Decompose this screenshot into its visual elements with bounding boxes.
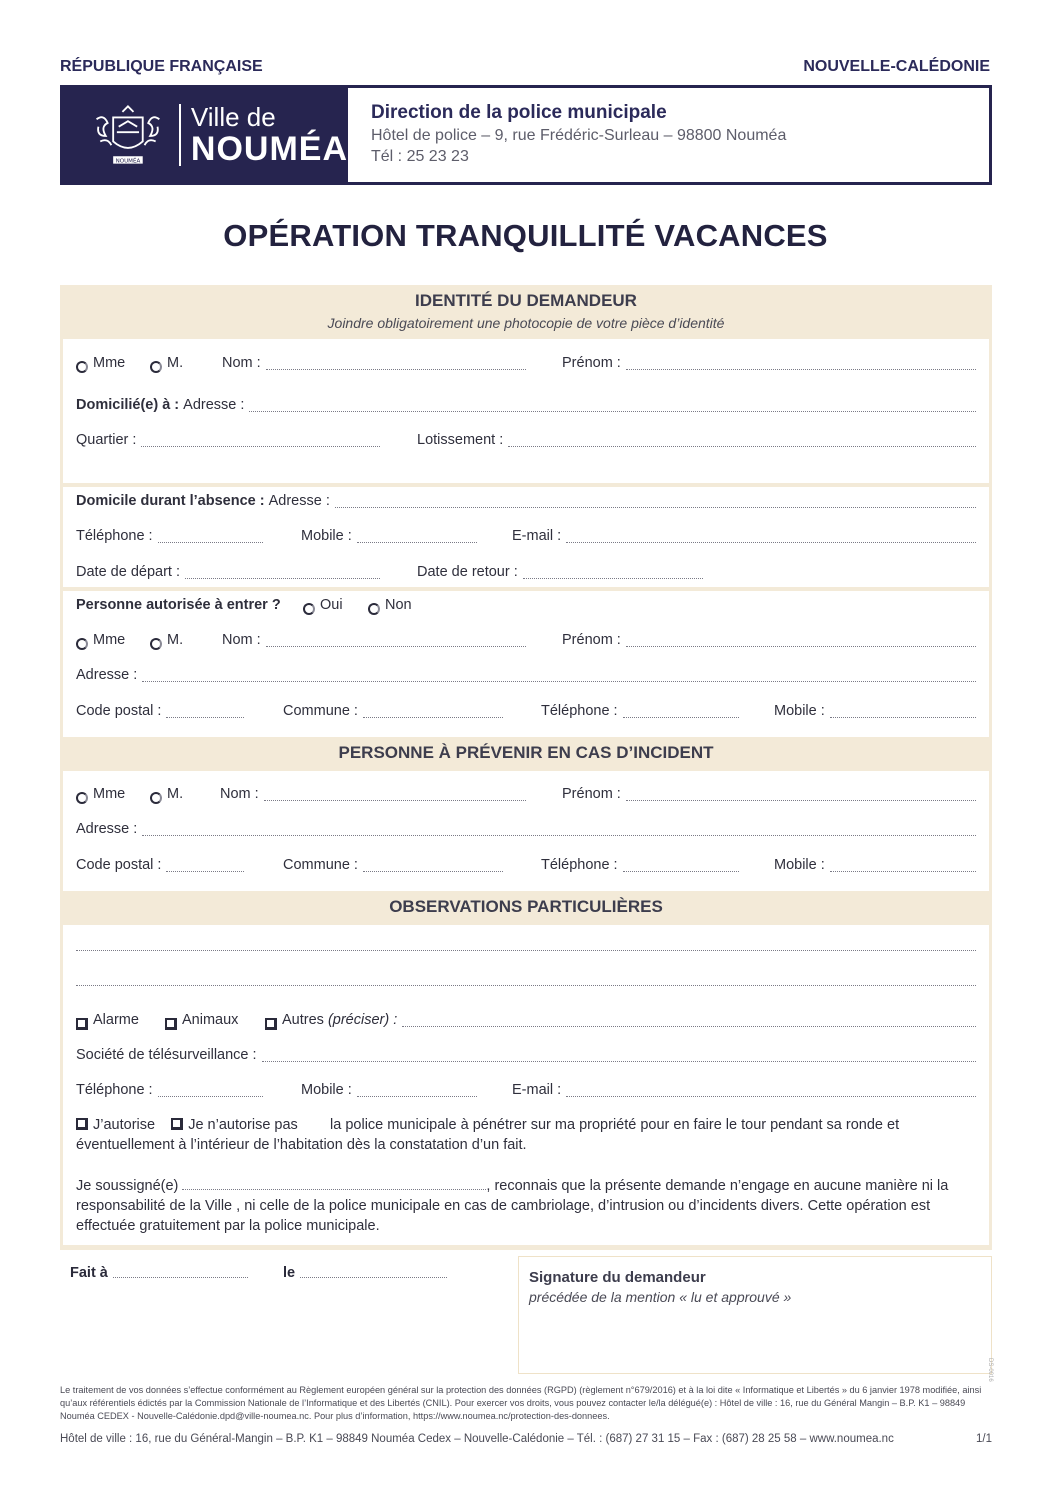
- autres-option[interactable]: [265, 1010, 976, 1030]
- societe-row: [76, 1045, 976, 1065]
- dotted-line[interactable]: [141, 433, 380, 447]
- email-label: E-mail :: [512, 1082, 562, 1098]
- autres-label: Autres: [282, 1012, 324, 1028]
- observations-email-field[interactable]: [512, 1080, 976, 1100]
- equipment-row: [76, 1010, 976, 1030]
- quartier-field[interactable]: [76, 430, 380, 450]
- observations-line-1: [76, 937, 976, 957]
- dotted-line[interactable]: [335, 494, 976, 508]
- oui-label: Oui: [320, 597, 343, 613]
- dotted-line[interactable]: [830, 704, 976, 718]
- emblem-label: NOUMÉA: [115, 158, 141, 165]
- dotted-line[interactable]: [623, 704, 739, 718]
- dotted-line[interactable]: [185, 565, 380, 579]
- identite-heading: IDENTITÉ DU DEMANDEUR: [415, 291, 637, 310]
- adresse-label: Adresse :: [268, 493, 330, 509]
- logo-line-2: NOUMÉA: [190, 130, 348, 168]
- telephone-label: Téléphone :: [76, 528, 153, 544]
- dotted-line[interactable]: [262, 1048, 976, 1062]
- dotted-line[interactable]: [363, 704, 503, 718]
- adresse-label: Adresse :: [76, 667, 138, 683]
- date-retour-label: Date de retour :: [417, 564, 518, 580]
- nom-label: Nom :: [220, 786, 259, 802]
- direction-info: [348, 88, 786, 182]
- mme-label: Mme: [93, 355, 126, 371]
- autorisee-question-label: Personne autorisée à entrer ?: [76, 597, 281, 613]
- prevenir-panel: [63, 771, 989, 891]
- dotted-line[interactable]: [166, 704, 244, 718]
- dotted-line[interactable]: [158, 529, 263, 543]
- le-label: le: [283, 1265, 296, 1281]
- observations-panel: [63, 925, 989, 1245]
- identite-adresse-row: [76, 395, 976, 415]
- dotted-line[interactable]: [264, 787, 526, 801]
- prevenir-nom-field[interactable]: [220, 784, 526, 804]
- domicile-absence-label: Domicile durant l’absence :: [76, 493, 265, 509]
- alarme-label: Alarme: [93, 1012, 139, 1028]
- autorisee-prenom-field[interactable]: [562, 630, 976, 650]
- soussigne-label: Je soussigné(e): [76, 1178, 179, 1194]
- autorisee-telephone-field[interactable]: [541, 701, 739, 721]
- date-retour-field[interactable]: [417, 562, 703, 582]
- autorisee-mobile-field[interactable]: [774, 701, 976, 721]
- jenautorise-option[interactable]: [171, 1117, 298, 1133]
- soussigne-dotted-line[interactable]: [182, 1178, 486, 1190]
- checkbox-icon[interactable]: [76, 1018, 88, 1030]
- dotted-line[interactable]: [142, 822, 976, 836]
- dotted-line[interactable]: [830, 858, 976, 872]
- dotted-line[interactable]: [113, 1264, 248, 1278]
- identite-quartier-row: [76, 430, 976, 450]
- identite-prenom-field[interactable]: [562, 353, 976, 373]
- form-frame: [60, 285, 992, 1250]
- identite-adresse-field[interactable]: [76, 395, 976, 415]
- prenom-label: Prénom :: [562, 355, 621, 371]
- region-label: NOUVELLE-CALÉDONIE: [803, 58, 990, 75]
- adresse-label: Adresse :: [183, 397, 245, 413]
- checkbox-icon[interactable]: [171, 1118, 183, 1130]
- autorisee-name-row: [76, 630, 976, 650]
- commune-label: Commune :: [283, 703, 358, 719]
- radio-icon[interactable]: [150, 792, 162, 804]
- observations-line-2: [76, 972, 976, 992]
- radio-icon[interactable]: [150, 638, 162, 650]
- nom-label: Nom :: [222, 632, 261, 648]
- prevenir-name-row: [76, 784, 976, 804]
- lotissement-field[interactable]: [417, 430, 976, 450]
- radio-icon[interactable]: [150, 361, 162, 373]
- dotted-line[interactable]: [566, 529, 976, 543]
- lotissement-label: Lotissement :: [417, 432, 504, 448]
- autorisee-non-option[interactable]: [368, 595, 412, 615]
- dotted-line[interactable]: [300, 1264, 447, 1278]
- dotted-line[interactable]: [76, 972, 976, 986]
- direction-address: Hôtel de police – 9, rue Frédéric-Surleau – 98800 Nouméa: [371, 127, 787, 144]
- adresse-label: Adresse :: [76, 821, 138, 837]
- societe-label: Société de télésurveillance :: [76, 1047, 257, 1063]
- prevenir-m-option[interactable]: [150, 784, 183, 804]
- dotted-line[interactable]: [508, 433, 976, 447]
- dotted-line[interactable]: [266, 356, 526, 370]
- absence-mobile-field[interactable]: [301, 526, 477, 546]
- direction-title: Direction de la police municipale: [371, 102, 667, 123]
- preciser-label: (préciser) :: [327, 1012, 398, 1028]
- domicilie-label: Domicilié(e) à :: [76, 397, 180, 413]
- page-number: 1/1: [976, 1433, 992, 1445]
- legal-notice: Le traitement de vos données s’effectue conformément au Règlement européen général sur la protection des données (RGPD) (règlement n°679/2016) et à la loi dite « Informatique et Libertés » du 6 janvier 1978 modifiée, ainsi qu’aux référentiels édictés par la Commission Nationale de l’Informatique et des Libertés (CNIL). Pour exercer vos droits, vous pouvez contacter le/la délégué(e) : Hôtel de ville : 16, rue du Général Mangin – B.P. K1 – 98849 Nouméa CEDEX - Nouvelle-Calédonie.dpd@ville-noumea.nc. Pour plus d’information, https://www.noumea.nc/protection-des-donnees.: [60, 1385, 982, 1421]
- signature-subtitle: précédée de la mention « lu et approuvé »: [529, 1289, 792, 1305]
- autorisee-question-row: [76, 595, 976, 615]
- declaration-paragraph: [76, 1176, 981, 1236]
- telephone-label: Téléphone :: [76, 1082, 153, 1098]
- dotted-line[interactable]: [402, 1013, 976, 1027]
- identite-nom-field[interactable]: [222, 353, 526, 373]
- autorisee-adresse-row: [76, 665, 976, 685]
- dotted-line[interactable]: [249, 398, 976, 412]
- observations-heading: OBSERVATIONS PARTICULIÈRES: [389, 897, 663, 916]
- mobile-label: Mobile :: [301, 528, 352, 544]
- autorisee-oui-option[interactable]: [303, 595, 343, 615]
- dotted-line[interactable]: [158, 1083, 263, 1097]
- radio-icon[interactable]: [76, 792, 88, 804]
- city-emblem-icon: [91, 102, 165, 168]
- nom-label: Nom :: [222, 355, 261, 371]
- footer-address: Hôtel de ville : 16, rue du Général-Mangin – B.P. K1 – 98849 Nouméa Cedex – Nouvelle-Calédonie – Tél. : (687) 27 31 15 – Fax : (687) 28 25 58 – www.noumea.nc: [60, 1433, 894, 1445]
- autorisee-nom-field[interactable]: [222, 630, 526, 650]
- telephone-label: Téléphone :: [541, 703, 618, 719]
- autorisation-text: la police municipale à pénétrer sur ma propriété pour en faire le tour pendant sa ronde et: [330, 1117, 900, 1133]
- footer: [60, 1433, 992, 1445]
- checkbox-icon[interactable]: [76, 1118, 88, 1130]
- checkbox-icon[interactable]: [165, 1018, 177, 1030]
- direction-tel: Tél : 25 23 23: [371, 148, 469, 165]
- radio-icon[interactable]: [76, 361, 88, 373]
- mme-label: Mme: [93, 786, 126, 802]
- autorisation-text-2: éventuellement à l’intérieur de l’habitation dès la constatation d’un fait.: [76, 1137, 527, 1153]
- header: [60, 85, 992, 185]
- identite-subheading: Joindre obligatoirement une photocopie de votre pièce d’identité: [327, 315, 725, 331]
- autorisee-commune-field[interactable]: [283, 701, 503, 721]
- code-postal-label: Code postal :: [76, 703, 162, 719]
- observations-field-2[interactable]: [76, 972, 976, 989]
- commune-label: Commune :: [283, 857, 358, 873]
- dotted-line[interactable]: [142, 668, 976, 682]
- fait-row: [70, 1264, 510, 1284]
- dotted-line[interactable]: [626, 356, 976, 370]
- prenom-label: Prénom :: [562, 786, 621, 802]
- le-field[interactable]: [283, 1264, 447, 1281]
- autorisee-contact-row: [76, 701, 976, 721]
- m-label: M.: [167, 786, 184, 802]
- prevenir-code-postal-field[interactable]: [76, 855, 244, 875]
- fait-a-field[interactable]: [70, 1264, 248, 1281]
- prevenir-adresse-field[interactable]: [76, 819, 976, 839]
- date-depart-label: Date de départ :: [76, 564, 180, 580]
- mobile-label: Mobile :: [774, 703, 825, 719]
- identite-mme-option[interactable]: [76, 353, 125, 373]
- prevenir-mobile-field[interactable]: [774, 855, 976, 875]
- declaration-text-2: responsabilité de la Ville , ni celle de la police municipale en cas de cambriolage, d’intrusion ou d’incidents divers. Cette opération est effectuée gratuitement par la police municipale.: [76, 1198, 931, 1234]
- mme-label: Mme: [93, 632, 126, 648]
- declaration-text-1: , reconnais que la présente demande n’engage en aucune manière ni la: [486, 1178, 949, 1194]
- page-title: OPÉRATION TRANQUILLITÉ VACANCES: [223, 218, 828, 253]
- radio-icon[interactable]: [368, 603, 380, 615]
- prevenir-telephone-field[interactable]: [541, 855, 739, 875]
- radio-icon[interactable]: [303, 603, 315, 615]
- mobile-label: Mobile :: [301, 1082, 352, 1098]
- prevenir-commune-field[interactable]: [283, 855, 503, 875]
- alarme-option[interactable]: [76, 1010, 139, 1030]
- dotted-line[interactable]: [623, 858, 739, 872]
- identite-name-row: [76, 353, 976, 373]
- autorisee-panel: [63, 591, 989, 737]
- observations-telephone-field[interactable]: [76, 1080, 263, 1100]
- dotted-line[interactable]: [523, 565, 703, 579]
- autorisee-m-option[interactable]: [150, 630, 183, 650]
- jautorise-label: J’autorise: [93, 1117, 156, 1133]
- top-row: [60, 58, 990, 82]
- animaux-option[interactable]: [165, 1010, 238, 1030]
- autorisee-question: [76, 595, 281, 615]
- prevenir-prenom-field[interactable]: [562, 784, 976, 804]
- prenom-label: Prénom :: [562, 632, 621, 648]
- signature-title: Signature du demandeur: [529, 1269, 706, 1286]
- autorisee-code-postal-field[interactable]: [76, 701, 244, 721]
- dotted-line[interactable]: [626, 633, 976, 647]
- absence-telephone-field[interactable]: [76, 526, 263, 546]
- jautorise-option[interactable]: [76, 1117, 155, 1133]
- societe-field[interactable]: [76, 1045, 976, 1065]
- dotted-line[interactable]: [363, 858, 503, 872]
- autorisation-paragraph: [76, 1115, 981, 1155]
- telephone-label: Téléphone :: [541, 857, 618, 873]
- code-postal-label: Code postal :: [76, 857, 162, 873]
- jenautorise-label: Je n’autorise pas: [188, 1117, 298, 1133]
- prevenir-heading: PERSONNE À PRÉVENIR EN CAS D’INCIDENT: [338, 743, 714, 762]
- dotted-line[interactable]: [266, 633, 526, 647]
- quartier-label: Quartier :: [76, 432, 137, 448]
- animaux-label: Animaux: [182, 1012, 239, 1028]
- logo-line-1: Ville de: [190, 102, 276, 132]
- republique-label: RÉPUBLIQUE FRANÇAISE: [60, 58, 263, 75]
- non-label: Non: [385, 597, 412, 613]
- m-label: M.: [167, 632, 184, 648]
- radio-icon[interactable]: [76, 638, 88, 650]
- logo: [63, 88, 348, 182]
- mobile-label: Mobile :: [774, 857, 825, 873]
- absence-contact-row: [76, 526, 976, 546]
- signature-box[interactable]: [518, 1256, 992, 1374]
- identite-m-option[interactable]: [150, 353, 183, 373]
- document-code: DS-0016: [987, 1358, 993, 1382]
- m-label: M.: [167, 355, 184, 371]
- dotted-line[interactable]: [166, 858, 244, 872]
- dotted-line[interactable]: [566, 1083, 976, 1097]
- dotted-line[interactable]: [357, 1083, 477, 1097]
- absence-adresse-field[interactable]: [76, 491, 976, 511]
- prevenir-contact-row: [76, 855, 976, 875]
- identite-panel: [63, 339, 989, 483]
- prevenir-mme-option[interactable]: [76, 784, 125, 804]
- observations-mobile-field[interactable]: [301, 1080, 477, 1100]
- observations-field-1[interactable]: [76, 937, 976, 954]
- absence-dates-row: [76, 562, 976, 582]
- autorisee-mme-option[interactable]: [76, 630, 125, 650]
- absence-panel: [63, 487, 989, 587]
- prevenir-adresse-row: [76, 819, 976, 839]
- dotted-line[interactable]: [357, 529, 477, 543]
- absence-adresse-row: [76, 491, 976, 511]
- autorisee-adresse-field[interactable]: [76, 665, 976, 685]
- dotted-line[interactable]: [626, 787, 976, 801]
- checkbox-icon[interactable]: [265, 1018, 277, 1030]
- dotted-line[interactable]: [76, 937, 976, 951]
- observations-contact-row: [76, 1080, 976, 1100]
- absence-email-field[interactable]: [512, 526, 976, 546]
- fait-a-label: Fait à: [70, 1265, 108, 1281]
- date-depart-field[interactable]: [76, 562, 380, 582]
- email-label: E-mail :: [512, 528, 562, 544]
- logo-text: [179, 104, 348, 166]
